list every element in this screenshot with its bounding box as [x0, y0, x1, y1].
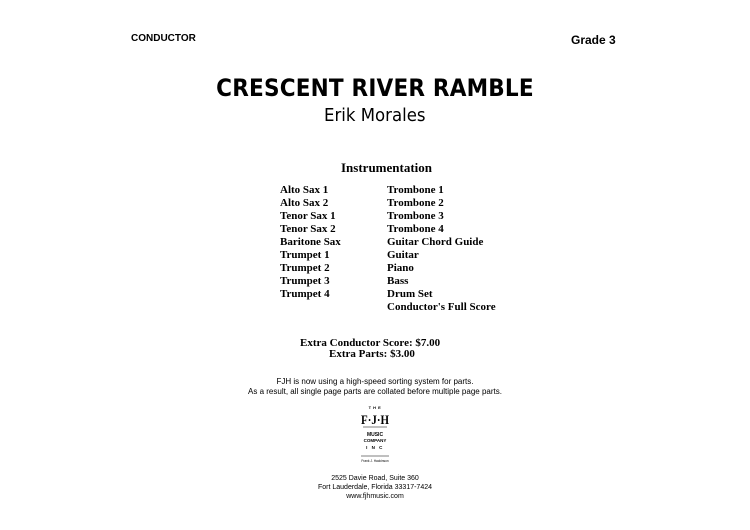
- composer-name: Erik Morales: [323, 105, 426, 126]
- notice-line: FJH is now using a high-speed sorting system for parts.: [276, 377, 474, 386]
- instrument-item: Trombone 1: [387, 184, 444, 196]
- extra-parts-price: Extra Parts: $3.00: [329, 348, 415, 360]
- instrument-item: Bass: [387, 275, 409, 287]
- instrument-item: Piano: [387, 262, 414, 274]
- grade-label: Grade 3: [571, 33, 616, 47]
- instrument-item: Trombone 3: [387, 210, 444, 222]
- instrument-item: Baritone Sax: [280, 236, 341, 248]
- instrument-item: Alto Sax 2: [280, 197, 329, 209]
- instrument-item: Trumpet 3: [280, 275, 330, 287]
- instrument-item: Conductor's Full Score: [387, 301, 496, 313]
- notice-line: As a result, all single page parts are collated before multiple page parts.: [248, 387, 502, 396]
- instrument-item: Guitar Chord Guide: [387, 236, 484, 248]
- instrument-item: Trumpet 1: [280, 249, 330, 261]
- instrument-item: Guitar: [387, 249, 419, 261]
- logo-the-text: T H E: [368, 405, 382, 410]
- pricing-block: [300, 338, 440, 360]
- address-city: Fort Lauderdale, Florida 33317-7424: [317, 484, 433, 491]
- instrument-item: Trombone 2: [387, 197, 444, 209]
- extra-conductor-score-price: Extra Conductor Score: $7.00: [300, 337, 441, 349]
- instrument-list-right: [387, 184, 496, 314]
- conductor-label: CONDUCTOR: [131, 33, 196, 44]
- instrument-item: Trumpet 2: [280, 262, 330, 274]
- address-street: 2525 Davie Road, Suite 360: [331, 475, 419, 482]
- instrument-item: Trumpet 4: [280, 288, 330, 300]
- logo-music-text: MUSIC: [366, 432, 384, 438]
- instrument-item: Alto Sax 1: [280, 184, 329, 196]
- logo-inc-text: I N C: [366, 445, 384, 450]
- piece-title: CRESCENT RIVER RAMBLE: [216, 74, 534, 102]
- instrument-item: Tenor Sax 2: [280, 223, 336, 235]
- sorting-notice: [0, 377, 750, 397]
- fjh-logo: [357, 403, 393, 473]
- instrument-item: Tenor Sax 1: [280, 210, 336, 222]
- instrumentation-heading: Instrumentation: [341, 160, 433, 175]
- logo-company-text: COMPANY: [363, 438, 387, 443]
- instrument-item: Drum Set: [387, 288, 433, 300]
- website-link[interactable]: www.fjhmusic.com: [346, 493, 404, 500]
- publisher-address: [0, 474, 750, 501]
- logo-signature: Frank J. Hackinson: [361, 459, 389, 463]
- instrument-item: Trombone 4: [387, 223, 444, 235]
- instrument-list-left: [280, 184, 341, 301]
- logo-fjh-text: F·J·H: [361, 412, 389, 427]
